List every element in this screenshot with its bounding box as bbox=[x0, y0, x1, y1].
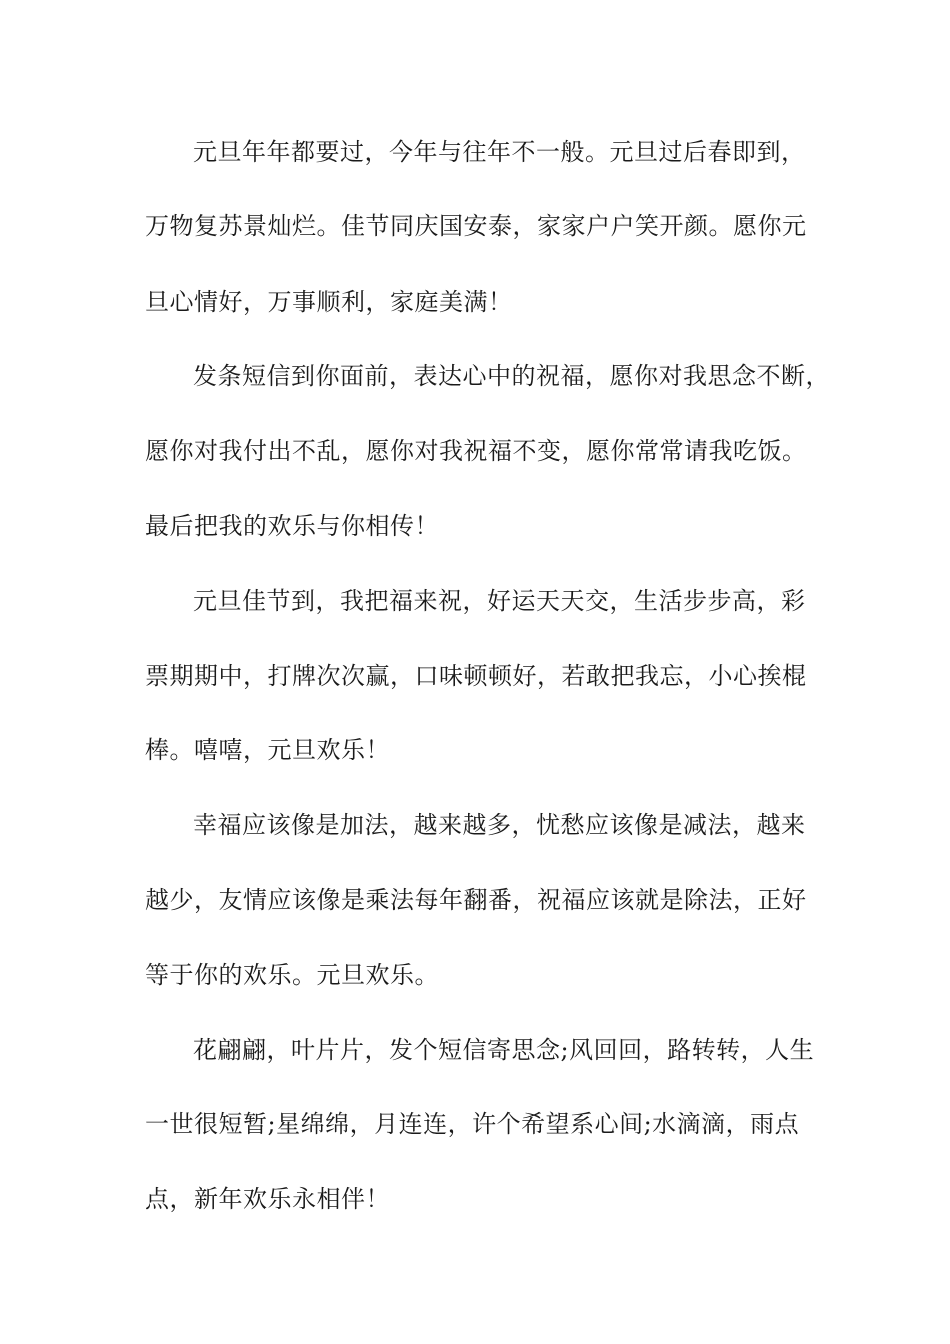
paragraph-line: 棒。嘻嘻，元旦欢乐！ bbox=[145, 736, 390, 764]
paragraph-line: 幸福应该像是加法，越来越多，忧愁应该像是减法，越来 bbox=[193, 811, 806, 839]
paragraph-line: 万物复苏景灿烂。佳节同庆国安泰，家家户户笑开颜。愿你元 bbox=[145, 212, 807, 240]
paragraph-line: 花翩翩，叶片片，发个短信寄思念;风回回，路转转，人生 bbox=[193, 1036, 815, 1064]
paragraph-line: 等于你的欢乐。元旦欢乐。 bbox=[145, 961, 439, 989]
paragraph-line: 旦心情好，万事顺利，家庭美满！ bbox=[145, 288, 513, 316]
paragraph-line: 一世很短暂;星绵绵，月连连，许个希望系心间;水滴滴，雨点 bbox=[145, 1110, 800, 1138]
paragraph-line: 愿你对我付出不乱，愿你对我祝福不变，愿你常常请我吃饭。 bbox=[145, 437, 807, 465]
paragraph-line: 发条短信到你面前，表达心中的祝福，愿你对我思念不断， bbox=[193, 362, 830, 390]
paragraph-line: 点，新年欢乐永相伴！ bbox=[145, 1185, 390, 1213]
paragraph-line: 最后把我的欢乐与你相传！ bbox=[145, 512, 439, 540]
paragraph-line: 元旦年年都要过，今年与往年不一般。元旦过后春即到， bbox=[193, 138, 806, 166]
paragraph-line: 元旦佳节到，我把福来祝，好运天天交，生活步步高，彩 bbox=[193, 587, 806, 615]
paragraph-line: 票期期中，打牌次次赢，口味顿顿好，若敢把我忘，小心挨棍 bbox=[145, 662, 807, 690]
paragraph-line: 越少，友情应该像是乘法每年翻番，祝福应该就是除法，正好 bbox=[145, 886, 807, 914]
